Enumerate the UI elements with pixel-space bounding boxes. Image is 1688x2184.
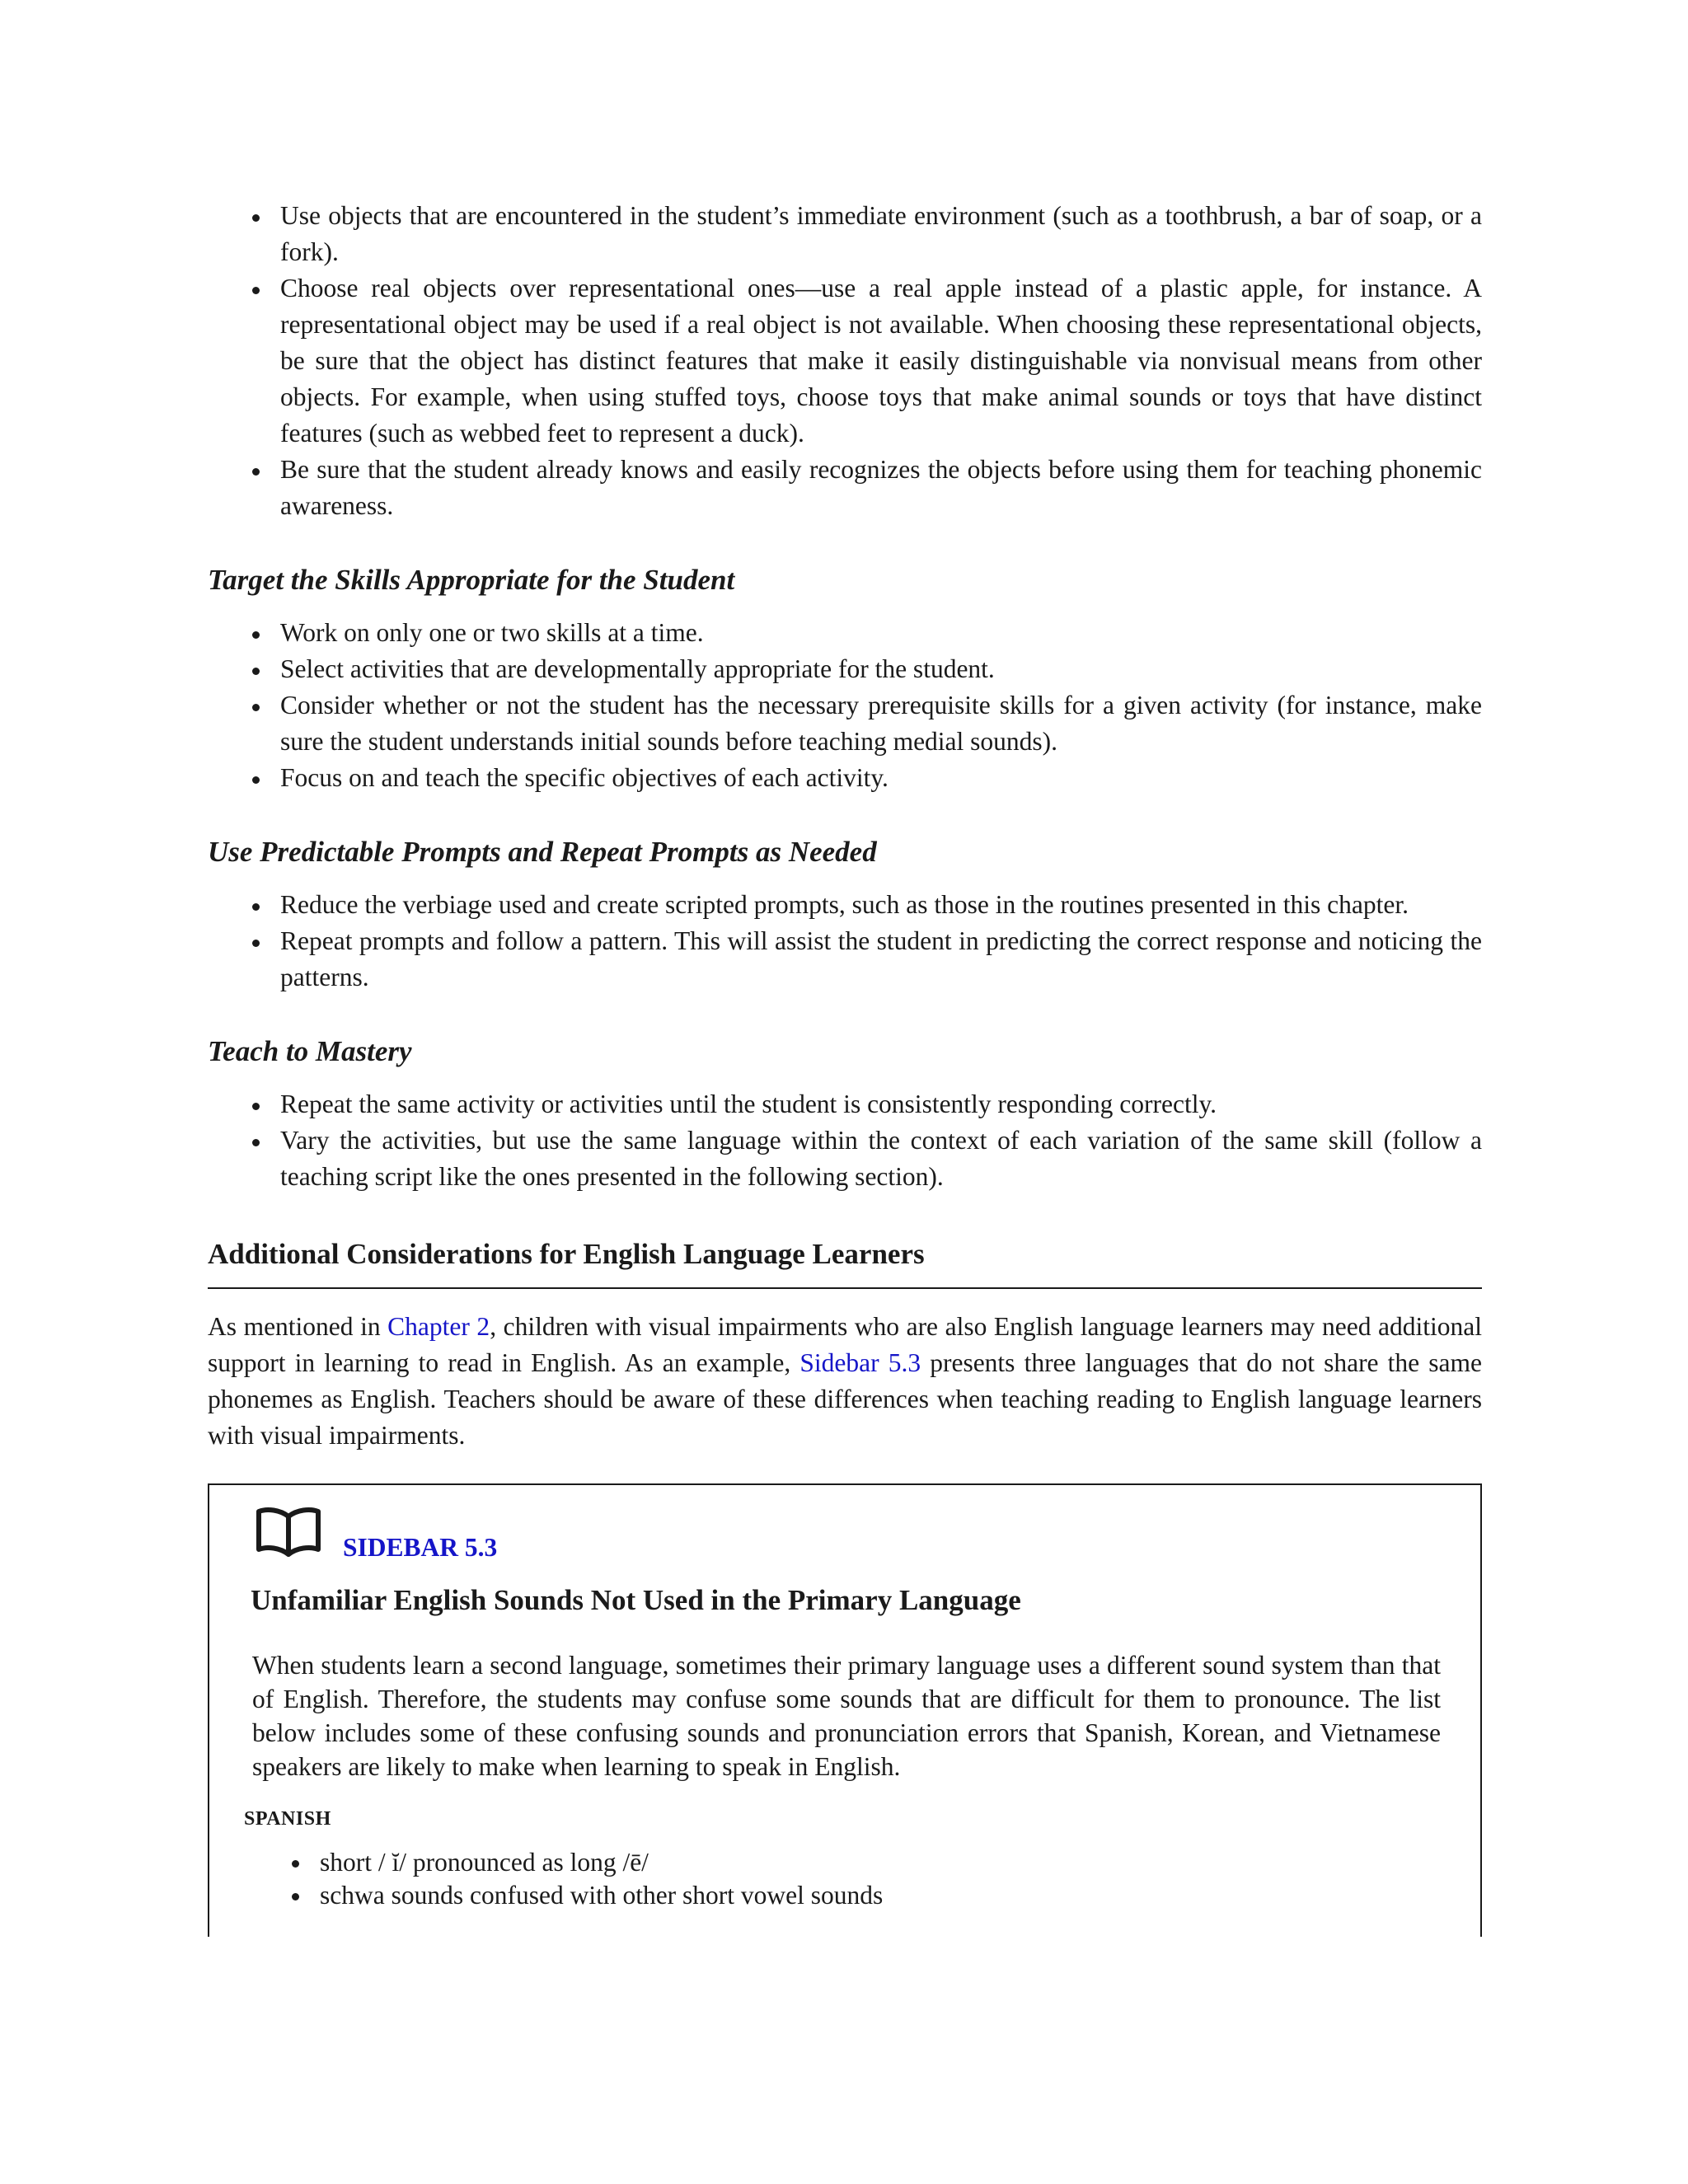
- list-item: [208, 651, 1482, 687]
- bullet-dot: [252, 704, 260, 711]
- list-item: [209, 1846, 1480, 1879]
- sidebar-bullet-list: [209, 1846, 1480, 1912]
- bullet-dot: [252, 1103, 260, 1110]
- bullet-dot: [292, 1893, 299, 1900]
- list-item: [208, 615, 1482, 651]
- target-skills-bullet-list: [208, 615, 1482, 796]
- list-item-text: Focus on and teach the specific objectives of each activity.: [280, 763, 889, 792]
- teach-mastery-bullet-list: [208, 1086, 1482, 1195]
- sidebar-title: Unfamiliar English Sounds Not Used in the Primary Language: [251, 1584, 1021, 1616]
- list-item-text: Repeat the same activity or activities until the student is consistently responding correctly.: [280, 1090, 1217, 1118]
- section-heading-ell: Additional Considerations for English Language Learners: [208, 1236, 1482, 1289]
- sidebar-language-heading: SPANISH: [244, 1808, 331, 1830]
- list-item: [208, 1122, 1482, 1195]
- bullet-dot: [252, 668, 260, 675]
- list-item: [209, 1879, 1480, 1912]
- sidebar-header: [254, 1500, 498, 1562]
- list-item-text: Choose real objects over representational ones—use a real apple instead of a plastic apple, for instance. A representational object may be used if a real object is not available. When choosing these representational objects, be sure that the object has distinct features that make it easily distinguishable via nonvisual means from other objects. For example, when using stuffed toys, choose toys that make animal sounds or toys that have distinct features (such as webbed feet to represent a duck).: [280, 274, 1482, 448]
- section-heading-predictable-prompts: Use Predictable Prompts and Repeat Prompts as Needed: [208, 836, 877, 868]
- list-item: [208, 760, 1482, 796]
- bullet-dot: [252, 468, 260, 476]
- list-item-text: Vary the activities, but use the same language within the context of each variation of the same skill (follow a teaching script like the ones presented in the following section).: [280, 1126, 1482, 1191]
- predictable-prompts-bullet-list: [208, 887, 1482, 996]
- list-item-text: schwa sounds confused with other short vowel sounds: [320, 1881, 884, 1910]
- bullet-dot: [252, 287, 260, 294]
- page-content: [208, 198, 1482, 1937]
- sidebar-body: When students learn a second language, sometimes their primary language uses a different sound system than that of English. Therefore, the students may confuse some sounds that are difficult for them to pronounce. The list below includes some of these confusing sounds and pronunciation errors that Spanish, Korean, and Vietnamese speakers are likely to make when learning to speak in English.: [252, 1651, 1441, 1781]
- bullet-dot: [252, 903, 260, 911]
- list-item-text: Consider whether or not the student has the necessary prerequisite skills for a given activity (for instance, make sure the student understands initial sounds before teaching medial sounds).: [280, 691, 1482, 756]
- list-item-text: Select activities that are developmentally appropriate for the student.: [280, 654, 995, 683]
- list-item: [208, 1086, 1482, 1122]
- list-item: [208, 270, 1482, 452]
- list-item-text: Reduce the verbiage used and create scripted prompts, such as those in the routines presented in this chapter.: [280, 890, 1409, 919]
- sidebar-box: [208, 1483, 1482, 1937]
- bullet-dot: [252, 940, 260, 947]
- list-item: [208, 198, 1482, 270]
- list-item: [208, 923, 1482, 996]
- bullet-dot: [252, 214, 260, 222]
- list-item: [208, 452, 1482, 524]
- list-item: [208, 887, 1482, 923]
- list-item-text: Use objects that are encountered in the student’s immediate environment (such as a toothbrush, a bar of soap, or a fork).: [280, 201, 1482, 266]
- section-heading-target-skills: Target the Skills Appropriate for the Student: [208, 564, 735, 596]
- ell-text-2: , children with visual impairments who are also English language learners may need additional support in learning to read in English. As an example,: [208, 1312, 1482, 1377]
- ell-text-3: presents three languages that do not share the same phonemes as English. Teachers should be aware of these differences when teaching reading to English language learners with visual impairments.: [208, 1348, 1482, 1450]
- bullet-dot: [252, 631, 260, 639]
- bullet-dot: [292, 1860, 299, 1868]
- sidebar-5-3-link[interactable]: Sidebar 5.3: [799, 1348, 921, 1377]
- list-item-text: Work on only one or two skills at a time.: [280, 618, 704, 647]
- list-item-text: Repeat prompts and follow a pattern. This will assist the student in predicting the correct response and noticing the patterns.: [280, 926, 1482, 991]
- section-heading-teach-mastery: Teach to Mastery: [208, 1035, 412, 1067]
- list-item-text: short / ĭ/ pronounced as long /ē/: [320, 1848, 649, 1877]
- ell-text-1: As mentioned in: [208, 1312, 388, 1341]
- open-book-icon: [254, 1505, 323, 1558]
- bullet-dot: [252, 776, 260, 784]
- sidebar-label: SIDEBAR 5.3: [343, 1533, 498, 1562]
- ell-paragraph: [208, 1309, 1482, 1454]
- intro-bullet-list: [208, 198, 1482, 524]
- bullet-dot: [252, 1139, 260, 1146]
- list-item-text: Be sure that the student already knows and easily recognizes the objects before using them for teaching phonemic awareness.: [280, 455, 1482, 520]
- chapter-2-link[interactable]: Chapter 2: [387, 1312, 490, 1341]
- list-item: [208, 687, 1482, 760]
